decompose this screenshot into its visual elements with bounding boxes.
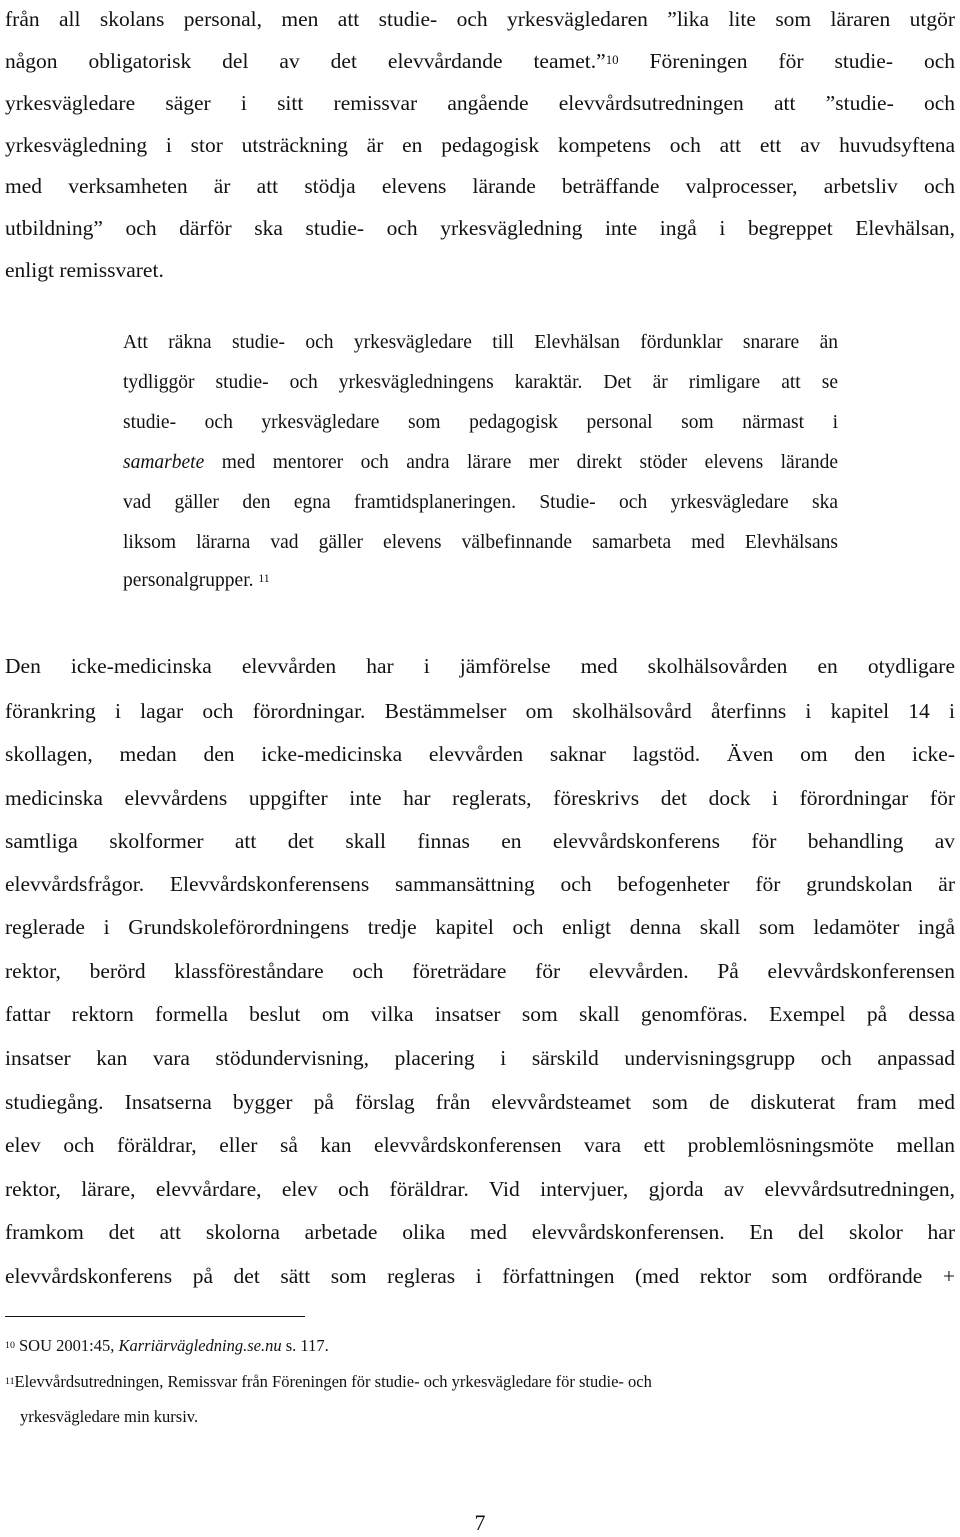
body-line: fattar rektorn formella beslut om vilka insatser som skall genomföras. Exempel på dessa [5,1002,955,1026]
body-line: elevvårdskonferens på det sätt som regleras i författningen (med rektor som ordförande + [5,1264,955,1288]
quote-line: tydliggör studie- och yrkesvägledningens karaktär. Det är rimligare att se [123,372,838,393]
footnote-separator [5,1316,305,1317]
footnote-mark: 11 [5,1375,15,1387]
quote-line: Att räkna studie- och yrkesvägledare till Elevhälsan fördunklar snarare än [123,332,838,353]
body-line: med verksamheten är att stödja elevens lärande beträffande valprocesser, arbetsliv och [5,174,955,198]
page-number: 7 [474,1510,486,1535]
body-line: Den icke-medicinska elevvården har i jämförelse med skolhälsovården en otydligare [5,654,955,678]
body-line: studiegång. Insatserna bygger på förslag från elevvårdsteamet som de diskuterat fram med [5,1090,955,1114]
quote-line-text: personalgrupper. [123,570,254,591]
body-line-text: Föreningen för studie- och [649,49,955,73]
footnote-text: Elevvårdsutredningen, Remissvar från Föreningen för studie- och yrkesvägledare för studie- och [14,1372,652,1391]
body-line: enligt remissvaret. [5,258,164,282]
body-line: rektor, lärare, elevvårdare, elev och föräldrar. Vid intervjuer, gjorda av elevvårdsutredningen, [5,1177,955,1201]
body-line [5,46,955,76]
quote-line-text: med mentorer och andra lärare mer direkt stöder elevens lärande [204,452,838,473]
body-line: medicinska elevvårdens uppgifter inte har reglerats, föreskrivs det dock i förordningar för [5,786,955,810]
quote-mark: ” [596,49,606,73]
footnote-11 [5,1367,905,1397]
quote-line [123,566,838,596]
emphasis: samarbete [123,452,205,473]
body-line: framkom det att skolorna arbetade olika med elevvårdskonferensen. En del skolor har [5,1220,955,1244]
body-line: reglerade i Grundskoleförordningens tredje kapitel och enligt denna skall som ledamöter ingå [5,915,955,939]
footnote-10 [5,1331,905,1361]
footnote-mark: 10 [5,1339,15,1351]
footnote-ref: 10 [605,52,619,67]
quote-line: vad gäller den egna framtidsplaneringen. Studie- och yrkesvägledare ska [123,492,838,513]
body-line: utbildning” och därför ska studie- och yrkesvägledning inte ingå i begreppet Elevhälsan, [5,216,955,240]
body-line: elevvårdsfrågor. Elevvårdskonferensens sammansättning och befogenheter för grundskolan är [5,872,955,896]
body-line: insatser kan vara stödundervisning, placering i särskild undervisningsgrupp och anpassad [5,1046,955,1070]
quote-line [123,448,838,478]
body-line: elev och föräldrar, eller så kan elevvårdskonferensen vara ett problemlösningsmöte mellan [5,1133,955,1157]
body-line: samtliga skolformer att det skall finnas en elevvårdskonferens för behandling av [5,829,955,853]
body-line: yrkesvägledare säger i sitt remissvar angående elevvårdsutredningen att ”studie- och [5,91,955,115]
body-line: från all skolans personal, men att studie- och yrkesvägledaren ”lika lite som läraren utgör [5,7,955,31]
body-line-text: någon obligatorisk del av det elevvårdande teamet. [5,49,597,73]
body-line: skollagen, medan den icke-medicinska elevvården saknar lagstöd. Även om den icke- [5,742,955,766]
footnote-title: Karriärvägledning.se.nu [118,1336,282,1355]
body-line: förankring i lagar och förordningar. Bestämmelser om skolhälsovård återfinns i kapitel 14 i [5,699,955,723]
footnote-text: SOU 2001:45, [14,1336,119,1355]
footnote-text: s. 117. [281,1336,329,1355]
quote-line: studie- och yrkesvägledare som pedagogisk personal som närmast i [123,412,838,433]
quote-line: liksom lärarna vad gäller elevens välbefinnande samarbeta med Elevhälsans [123,532,838,553]
footnote-11-cont: yrkesvägledare min kursiv. [20,1407,199,1426]
footnote-ref: 11 [258,571,270,585]
body-line: yrkesvägledning i stor utsträckning är en pedagogisk kompetens och att ett av huvudsyftena [5,133,955,157]
body-line: rektor, berörd klassföreståndare och företrädare för elevvården. På elevvårdskonferensen [5,959,955,983]
